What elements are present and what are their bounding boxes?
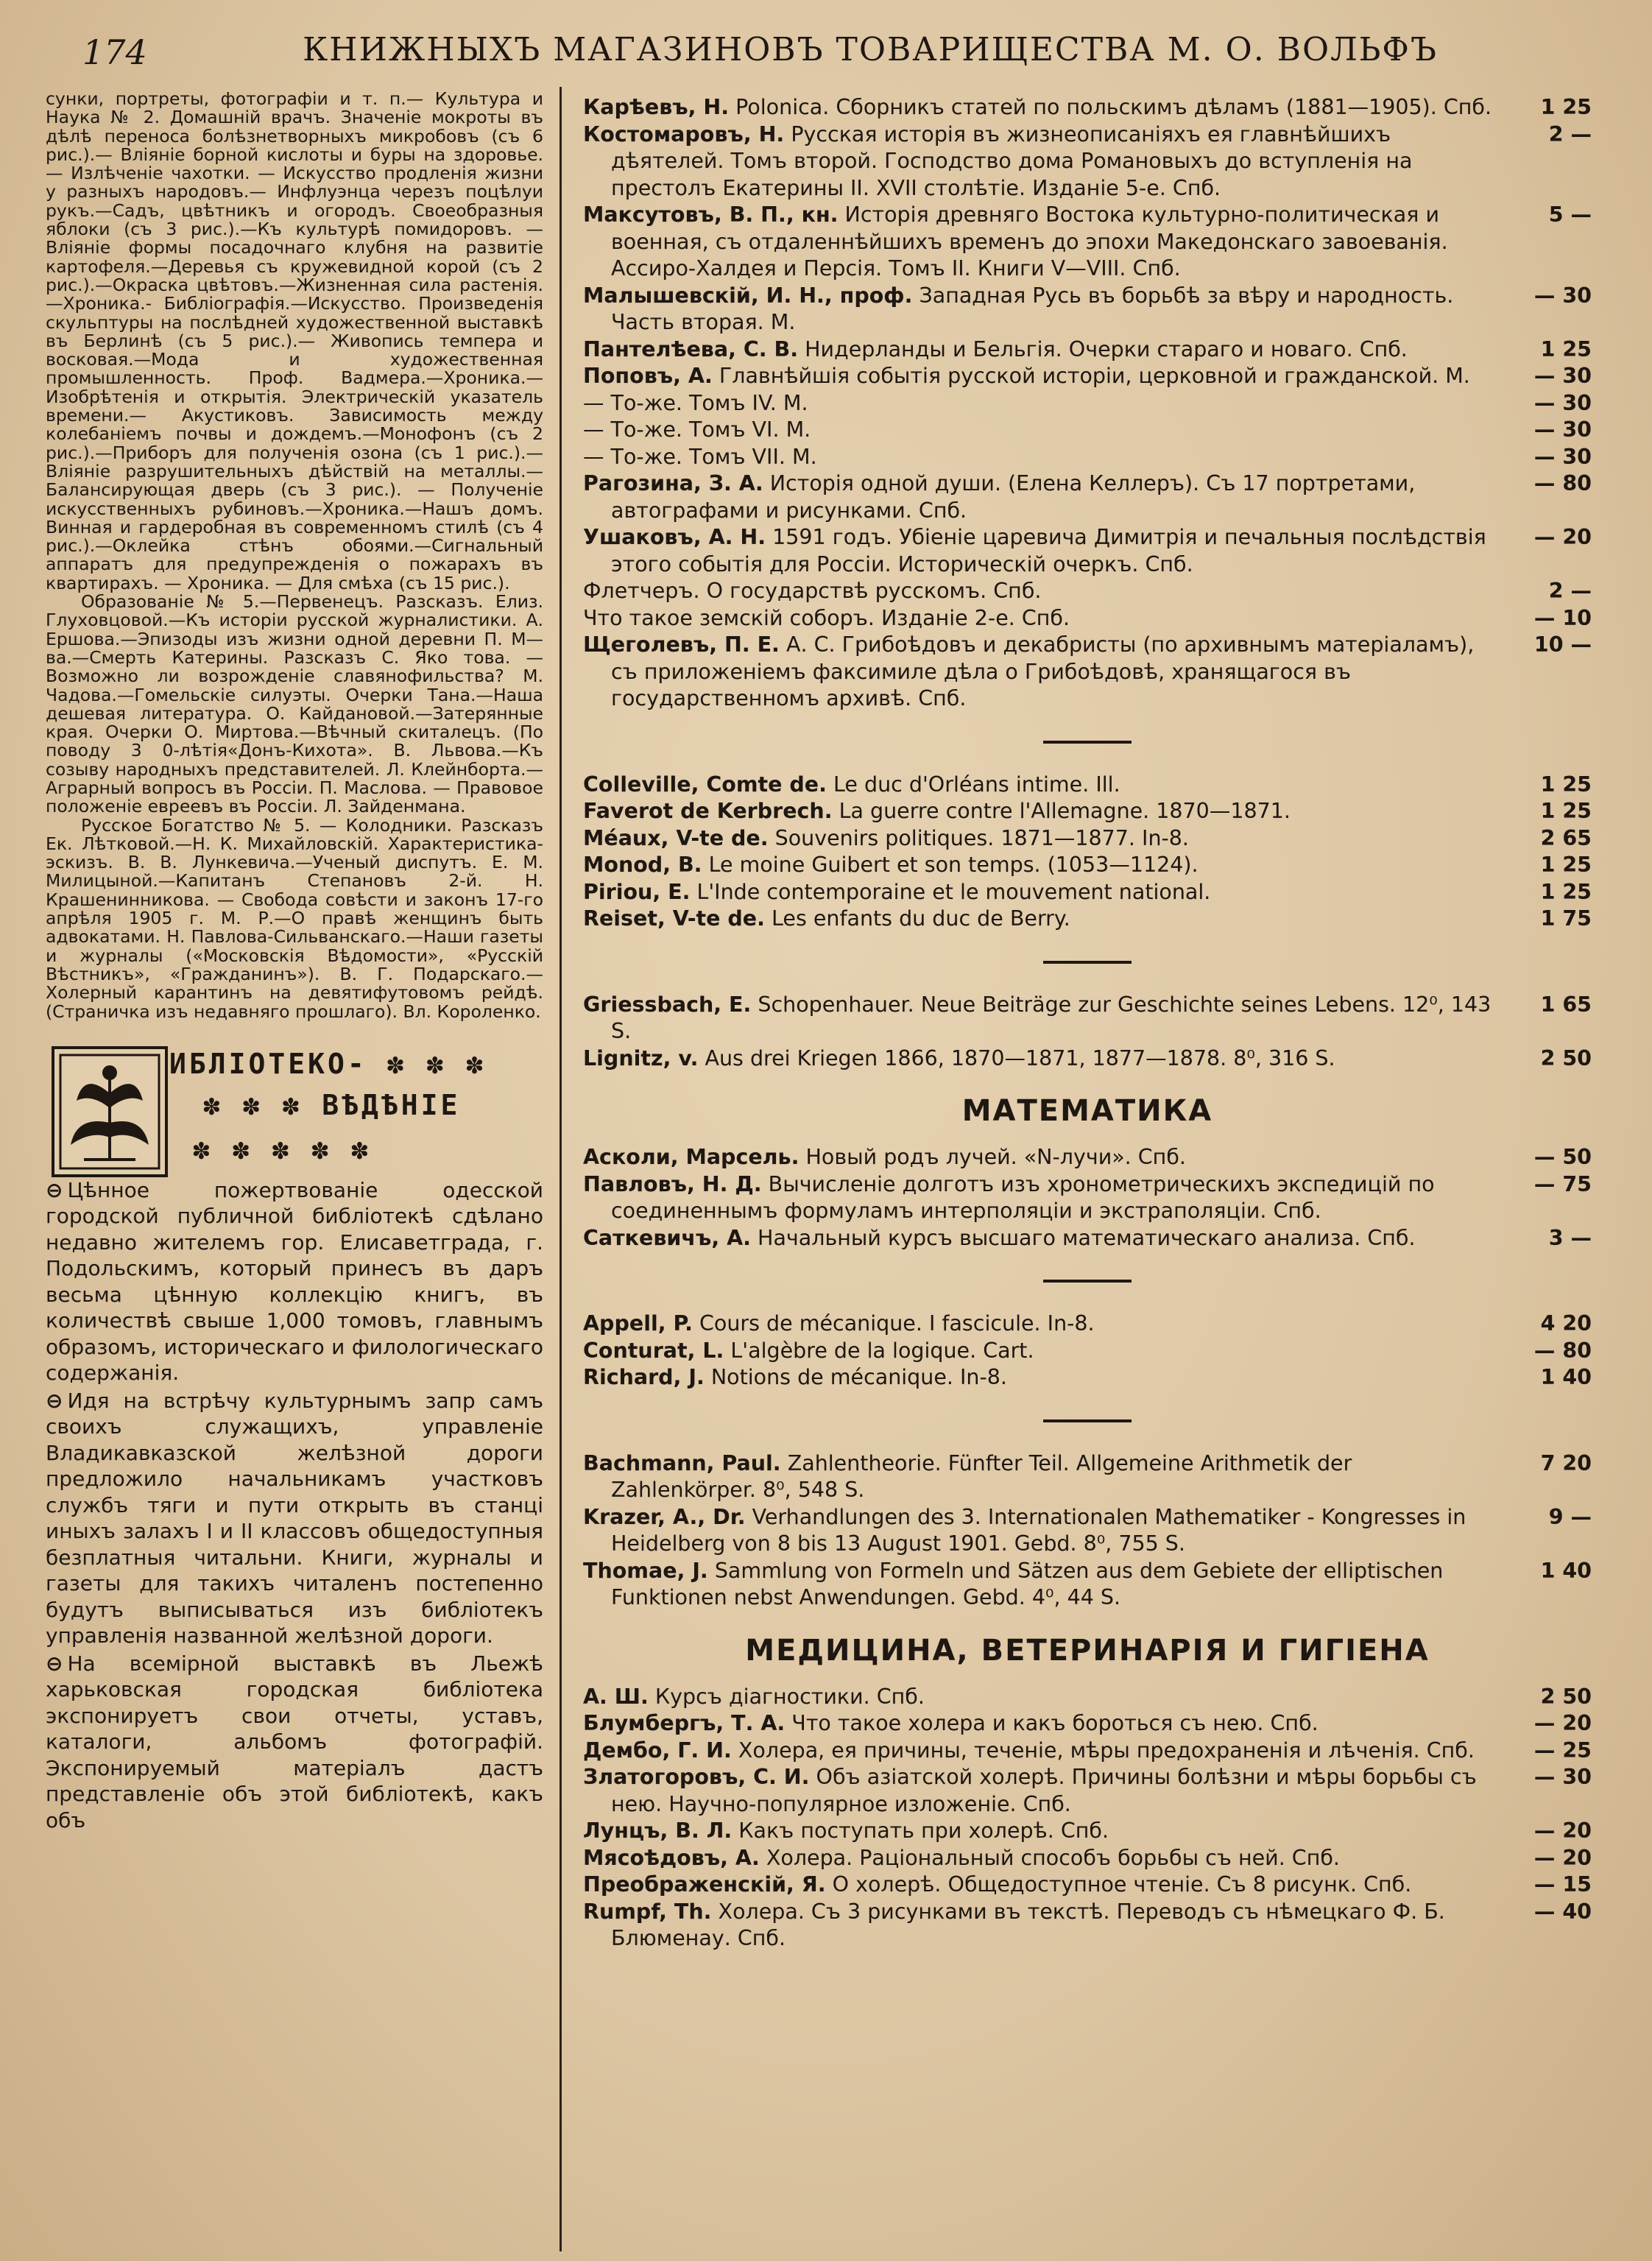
entry-price: — 20 [1533, 1845, 1592, 1870]
entry-author: Reiset, V-te de. [583, 906, 765, 931]
entry-title: Sammlung von Formeln und Sätzen aus dem Gebiete der elliptischen Funktionen nebst Anwendungen. Gebd. 4⁰, 44 S. [611, 1558, 1444, 1609]
catalog-entry-text [583, 879, 1496, 906]
entry-author: Лунцъ, В. Л. [583, 1819, 733, 1843]
catalog-entry-text [583, 94, 1496, 121]
entry-price: 1 40 [1540, 1558, 1592, 1583]
catalog-entry [583, 1899, 1592, 1953]
catalog-entry [583, 1845, 1592, 1872]
library-news-text: Идя на встрѣчу культурнымъ запр самъ своихъ служащихъ, управленіе Владикавказской желѣзной дороги предложило начальникамъ участковъ службъ тяги и пути открыть въ станці иныхъ залахъ I и II классовъ общедоступныя безплатныя читальни. Книги, журналы и газеты для такихъ читаленъ постепенно будутъ выписываться изъ библіотекъ управленія названной желѣзной дороги. [46, 1388, 543, 1648]
section-ornament [46, 1046, 543, 1177]
entry-price: — 30 [1533, 283, 1592, 308]
right-column [583, 94, 1592, 1953]
entry-title: Новый родъ лучей. «N-лучи». Спб. [805, 1145, 1186, 1169]
entry-title: Le duc d'Orléans intime. Ill. [833, 772, 1120, 797]
entry-author: Саткевичъ, А. [583, 1225, 751, 1250]
section-separator [1043, 741, 1132, 744]
entry-author: Conturat, L. [583, 1338, 724, 1363]
entry-author: Krazer, A., Dr. [583, 1504, 746, 1529]
floral-ornament-icon [54, 1049, 165, 1174]
catalog-entry [583, 992, 1592, 1045]
news-paragraph: Образованіе № 5.—Первенецъ. Разсказъ. Елиз. Глуховцовой.—Къ исторіи русской журналистики. А. Ершова.—Эпизоды изъ жизни одной деревни П. М—ва.—Смерть Катерины. Разсказъ С. Яко това. — Возможно ли возрожденіе славянофильства? М. Чадова.—Гомельскіе силуэты. Очерки Тана.—Наша дешевая литература. О. Кайдановой.—Затерянные края. Очерки О. Миртова.—Вѣчный скиталецъ. (По поводу 3 0-лѣтія«Донъ-Кихота». В. Львова.—Къ созыву народныхъ представителей. Л. Клейнборта.—Аграрный вопросъ въ Россіи. П. Маслова. — Правовое положеніе евреевъ въ Россіи. Л. Зайденмана. [46, 591, 543, 817]
catalog-entry [583, 605, 1592, 632]
catalog-entry-text [583, 1818, 1496, 1845]
entry-title: Холера. Съ 3 рисунками въ текстѣ. Переводъ съ нѣмецкаго Ф. Б. Блюменау. Спб. [611, 1899, 1445, 1950]
catalog-entry-text [583, 283, 1496, 336]
catalog-entry [583, 470, 1592, 524]
catalog-entry [583, 578, 1592, 605]
catalog-entry-text [583, 202, 1496, 283]
bullet-icon: ⊖ [46, 1651, 63, 1676]
entry-price: — 20 [1533, 1819, 1592, 1843]
catalog-entry-text [583, 632, 1496, 713]
entry-author: Monod, B. [583, 853, 702, 877]
entry-author: Griessbach, E. [583, 992, 752, 1017]
entry-title: La guerre contre l'Allemagne. 1870—1871. [839, 799, 1291, 823]
entry-title: Начальный курсъ высшаго математическаго анализа. Спб. [758, 1225, 1416, 1250]
entry-author: Карѣевъ, Н. [583, 95, 730, 119]
history-german-list [583, 992, 1592, 1073]
entry-author: Асколи, Марсель. [583, 1145, 799, 1169]
entry-title: Zahlentheorie. Fünfter Teil. Allgemeine Arithmetik der Zahlenkörper. 8⁰, 548 S. [611, 1450, 1352, 1502]
catalog-entry [583, 906, 1592, 933]
catalog-entry-text [583, 825, 1496, 853]
catalog-entry [583, 444, 1592, 471]
catalog-entry [583, 1872, 1592, 1899]
entry-price: 10 — [1533, 632, 1592, 657]
entry-price: — 80 [1533, 471, 1592, 495]
entry-price: — 30 [1533, 364, 1592, 388]
catalog-entry [583, 121, 1592, 202]
catalog-entry-text [583, 390, 1496, 417]
math-russian-list [583, 1144, 1592, 1252]
entry-price: — 40 [1533, 1899, 1592, 1924]
entry-price: — 80 [1533, 1338, 1592, 1363]
entry-title: Объ азіатской холерѣ. Причины болѣзни и мѣры борьбы съ нею. Научно-популярное изложеніе. Спб. [611, 1765, 1477, 1816]
history-russian-list [583, 94, 1592, 713]
entry-title: Курсъ діагностики. Спб. [654, 1684, 925, 1709]
section-title-mathematics: МАТЕМАТИКА [961, 1094, 1213, 1128]
entry-title: Флетчеръ. О государствѣ русскомъ. Спб. [583, 579, 1042, 603]
catalog-entry-text [583, 363, 1496, 390]
catalog-entry [583, 1311, 1592, 1338]
column-divider [560, 87, 562, 2251]
catalog-entry [583, 94, 1592, 121]
entry-title: Нидерланды и Бельгія. Очерки стараго и новаго. Спб. [805, 336, 1408, 361]
entry-title: Какъ поступать при холерѣ. Спб. [738, 1819, 1109, 1843]
entry-price: 1 25 [1540, 853, 1592, 877]
entry-author: Пантелѣева, С. В. [583, 336, 799, 361]
entry-author: Щеголевъ, П. Е. [583, 632, 780, 657]
catalog-entry [583, 798, 1592, 825]
journal-contents [46, 90, 543, 1021]
catalog-entry-text [583, 1504, 1496, 1558]
catalog-entry [583, 363, 1592, 390]
entry-title: Западная Русь въ борьбѣ за вѣру и народность. Часть вторая. М. [611, 283, 1454, 334]
catalog-entry [583, 632, 1592, 713]
entry-price: 2 65 [1540, 825, 1592, 850]
entry-title: Вычисленіе долготъ изъ хронометрическихъ экспедицій по соединеннымъ формуламъ интерполяціи и экстраполяціи. Спб. [611, 1171, 1435, 1223]
entry-title: Холера. Раціональный способъ борьбы съ ней. Спб. [766, 1845, 1340, 1870]
entry-title: — То-же. Томъ IV. М. [583, 390, 808, 415]
catalog-entry [583, 825, 1592, 853]
catalog-entry-text [583, 852, 1496, 879]
catalog-entry [583, 1450, 1592, 1504]
page-header [29, 15, 1623, 72]
catalog-entry [583, 390, 1592, 417]
entry-author: Павловъ, Н. Д. [583, 1171, 762, 1196]
catalog-entry-text [583, 906, 1496, 933]
catalog-entry [583, 879, 1592, 906]
entry-author: Мясоѣдовъ, А. [583, 1845, 760, 1870]
catalog-entry-text [583, 1364, 1496, 1391]
entry-price: 2 — [1548, 121, 1592, 147]
entry-author: Bachmann, Paul. [583, 1450, 781, 1475]
entry-title: О холерѣ. Общедоступное чтеніе. Съ 8 рисунк. Спб. [832, 1872, 1412, 1897]
entry-author: Richard, J. [583, 1365, 705, 1389]
catalog-entry [583, 1710, 1592, 1738]
history-french-list [583, 772, 1592, 933]
page-number: 174 [82, 32, 147, 72]
section-title-medicine: МЕДИЦИНА, ВЕТЕРИНАРІЯ И ГИГІЕНА [745, 1633, 1430, 1668]
entry-price: 2 50 [1540, 1684, 1592, 1709]
entry-author: Thomae, J. [583, 1558, 708, 1583]
catalog-entry [583, 1818, 1592, 1845]
entry-author: А. Ш. [583, 1684, 649, 1709]
catalog-entry-text [583, 1684, 1496, 1711]
catalog-entry-text [583, 1710, 1496, 1738]
entry-author: Piriou, E. [583, 879, 691, 904]
catalog-entry [583, 1171, 1592, 1225]
library-news-text: На всемірной выставкѣ въ Льежѣ харьковская городская библіотека экспонируетъ свои отчеты, уставъ, каталоги, альбомъ фотографій. Экспонируемый матеріалъ дастъ представленіе объ этой библіотекѣ, какъ объ [46, 1651, 543, 1833]
entry-price: — 10 [1533, 605, 1592, 630]
catalog-entry-text [583, 772, 1496, 799]
entry-title: Исторія древняго Востока культурно-политическая и военная, съ отдаленнѣйшихъ временъ до эпохи Македонскаго завоеванія. Ассиро-Халдея и Персія. Томъ II. Книги V—VIII. Спб. [611, 202, 1448, 281]
entry-title: Главнѣйшія событія русской исторіи, церковной и гражданской. М. [719, 364, 1470, 388]
catalog-entry-text [583, 336, 1496, 364]
section-separator [1043, 961, 1132, 964]
entry-author: Блумбергъ, Т. А. [583, 1711, 786, 1735]
catalog-entry-text [583, 1764, 1496, 1818]
catalog-entry-text [583, 470, 1496, 524]
entry-price: — 20 [1533, 1711, 1592, 1735]
entry-price: — 30 [1533, 1765, 1592, 1789]
catalog-entry [583, 1364, 1592, 1391]
entry-author: Златогоровъ, С. И. [583, 1765, 810, 1789]
entry-author: Faverot de Kerbrech. [583, 799, 833, 823]
entry-price: — 25 [1533, 1738, 1592, 1763]
entry-author: Méaux, V-te de. [583, 825, 769, 850]
entry-price: 7 20 [1540, 1450, 1592, 1475]
entry-price: 1 25 [1540, 95, 1592, 119]
ornament-heading-line-1: ИБЛІОТЕКО- ✽ ✽ ✽ [169, 1047, 487, 1080]
catalog-entry [583, 336, 1592, 364]
entry-price: — 30 [1533, 444, 1592, 469]
bullet-icon: ⊖ [46, 1177, 63, 1202]
catalog-entry-text [583, 524, 1496, 578]
entry-author: Rumpf, Th. [583, 1899, 712, 1924]
library-news-item [46, 1651, 543, 1834]
catalog-entry-text [583, 1338, 1496, 1365]
library-news-text: Цѣнное пожертвованіе одесской городской публичной библіотекѣ сдѣлано недавно жителемъ гор. Елисаветграда, г. Подольскимъ, который принесъ въ даръ весьма цѣнную коллекцію книгъ, въ количествѣ свыше 1,000 томовъ, главнымъ образомъ, историческаго и филологическаго содержанія. [46, 1177, 543, 1386]
entry-title: Polonica. Сборникъ статей по польскимъ дѣламъ (1881—1905). Спб. [735, 95, 1492, 119]
catalog-entry [583, 1504, 1592, 1558]
ornament-heading-line-3: ✽ ✽ ✽ ✽ ✽ [193, 1132, 371, 1165]
ornament-heading-line-2: ✽ ✽ ✽ ВѢДѢНІЕ [203, 1088, 461, 1121]
left-column [46, 90, 543, 1833]
entry-title: Aus drei Kriegen 1866, 1870—1871, 1877—1878. 8⁰, 316 S. [705, 1045, 1335, 1070]
catalog-entry [583, 1045, 1592, 1073]
medicine-russian-list [583, 1684, 1592, 1953]
catalog-entry-text [583, 444, 1496, 471]
catalog-entry-text [583, 578, 1496, 605]
catalog-entry-text [583, 1225, 1496, 1252]
catalog-entry [583, 1225, 1592, 1252]
library-news-item [46, 1388, 543, 1649]
section-separator [1043, 1280, 1132, 1283]
catalog-entry [583, 1738, 1592, 1765]
catalog-entry-text [583, 1738, 1496, 1765]
entry-price: 9 — [1548, 1504, 1592, 1529]
catalog-entry-text [583, 1311, 1496, 1338]
catalog-entry-text [583, 121, 1496, 202]
running-title: КНИЖНЫХЪ МАГАЗИНОВЪ ТОВАРИЩЕСТВА М. О. ВОЛЬФЪ [303, 31, 1438, 68]
entry-title: Что такое земскій соборъ. Изданіе 2-е. Спб. [583, 605, 1070, 630]
entry-title: Notions de mécanique. In-8. [710, 1365, 1007, 1389]
catalog-entry-text [583, 798, 1496, 825]
entry-price: 1 25 [1540, 336, 1592, 361]
catalog-entry [583, 524, 1592, 578]
math-french-list [583, 1311, 1592, 1391]
entry-price: — 50 [1533, 1145, 1592, 1169]
catalog-entry [583, 852, 1592, 879]
entry-price: 1 25 [1540, 799, 1592, 823]
catalog-entry-text [583, 417, 1496, 444]
catalog-entry-text [583, 1558, 1496, 1612]
entry-author: Поповъ, А. [583, 364, 713, 388]
entry-author: Дембо, Г. И. [583, 1738, 732, 1763]
entry-price: — 15 [1533, 1872, 1592, 1897]
entry-title: Русская исторія въ жизнеописаніяхъ ея главнѣйшихъ дѣятелей. Томъ второй. Господство дома Романовыхъ до вступленія на престолъ Екатерины II. XVII столѣтіе. Изданіе 5-е. Спб. [611, 121, 1413, 200]
entry-author: Максутовъ, В. П., кн. [583, 202, 839, 227]
entry-author: Рагозина, З. А. [583, 471, 763, 495]
math-german-list [583, 1450, 1592, 1612]
entry-price: — 30 [1533, 390, 1592, 415]
entry-price: 3 — [1548, 1225, 1592, 1250]
entry-author: Colleville, Comte de. [583, 772, 827, 797]
catalog-entry-text [583, 1171, 1496, 1225]
entry-price: 1 65 [1540, 992, 1592, 1017]
section-separator [1043, 1419, 1132, 1422]
catalog-entry [583, 417, 1592, 444]
entry-title: L'algèbre de la logique. Cart. [730, 1338, 1034, 1363]
entry-title: Verhandlungen des 3. Internationalen Mathematiker - Kongresses in Heidelberg von 8 bis 13 August 1901. Gebd. 8⁰, 755 S. [611, 1504, 1466, 1556]
entry-author: Lignitz, v. [583, 1045, 699, 1070]
entry-price: 2 50 [1540, 1045, 1592, 1070]
catalog-entry [583, 1144, 1592, 1171]
entry-price: 1 40 [1540, 1365, 1592, 1389]
entry-price: 2 — [1548, 579, 1592, 603]
catalog-entry-text [583, 605, 1496, 632]
catalog-entry-text [583, 992, 1496, 1045]
entry-title: Souvenirs politiques. 1871—1877. In-8. [774, 825, 1189, 850]
entry-author: Малышевскій, И. Н., проф. [583, 283, 913, 308]
news-paragraph: Русское Богатство № 5. — Колодники. Разсказъ Ек. Лѣтковой.—Н. К. Михайловскій. Характеристика-эскизъ. В. В. Лункевича.—Ученый диспутъ. Е. М. Милицыной.—Капитанъ Степановъ 2-й. Н. Крашенинникова. — Свобода совѣсти и законъ 17-го апрѣля 1905 г. М. Р.—О правѣ женщинъ быть адвокатами. Н. Павлова-Сильванскаго.—Наши газеты и журналы («Московскія Вѣдомости», «Русскій Вѣстникъ», «Гражданинъ»). В. Г. Подарскаго.—Холерный карантинъ на девятифутовомъ рейдѣ. (Страничка изъ недавняго прошлаго). Вл. Короленко. [46, 814, 543, 1022]
entry-author: Ушаковъ, А. Н. [583, 525, 766, 549]
library-news-item [46, 1177, 543, 1386]
entry-title: А. С. Грибоѣдовъ и декабристы (по архивнымъ матеріаламъ), съ приложеніемъ факсимиле дѣла о Грибоѣдовѣ, хранящагося въ государственномъ архивѣ. Спб. [611, 632, 1475, 710]
entry-author: Преображенскій, Я. [583, 1872, 826, 1897]
entry-price: — 30 [1533, 417, 1592, 442]
entry-author: Appell, P. [583, 1311, 693, 1336]
entry-price: 4 20 [1540, 1311, 1592, 1336]
news-paragraph: сунки, портреты, фотографіи и т. п.— Культура и Наука № 2. Домашній врачъ. Значеніе мокроты въ дѣлѣ переноса болѣзнетворныхъ микробовъ (съ 6 рис.).— Вліяніе борной кислоты и буры на здоровье. — Излѣченіе чахотки. — Искусство продленія жизни у разныхъ народовъ.— Инфлуэнца черезъ поцѣлуи рукъ.—Садъ, цвѣтникъ и огородъ. Своеобразныя яблоки (съ 3 рис.).—Къ культурѣ помидоровъ. —Вліяніе формы посадочнаго клубня на развитіе картофеля.—Деревья съ кружевидной корой (съ 2 рис.).—Окраска цвѣтовъ.—Жизненная сила растенія.—Хроника.- Библіографія.—Искусство. Произведенія скульптуры на послѣдней художественной выставкѣ въ Берлинѣ (съ 5 рис.).— Живопись темпера и восковая.—Мода и художественная промышленность. Проф. Вадмера.—Хроника.—Изобрѣтенія и открытія. Электрическій указатель времени.— Акустиковъ. Зависимость между колебаніемъ почвы и дождемъ.—Монофонъ (съ 2 рис.).—Приборъ для полученія озона (съ 1 рис.).—Вліяніе разрушительныхъ дѣйствій на металлы.—Балансирующая дверь (съ 3 рис.). — Полученіе искусственныхъ рубиновъ.—Хроника.—Нашъ домъ. Винная и гардеробная въ современномъ стилѣ (съ 4 рис.).—Оклейка стѣнъ обоями.—Сигнальный аппаратъ для предупрежденія о пожарахъ въ квартирахъ. — Хроника. — Для смѣха (съ 15 рис.). [46, 88, 543, 593]
entry-title: Что такое холера и какъ бороться съ нею. Спб. [791, 1711, 1319, 1735]
entry-price: — 75 [1533, 1171, 1592, 1196]
catalog-entry-text [583, 1899, 1496, 1953]
library-news [46, 1177, 543, 1834]
entry-title: — То-же. Томъ VII. М. [583, 444, 817, 469]
entry-price: 1 25 [1540, 772, 1592, 797]
entry-author: Костомаровъ, Н. [583, 121, 785, 147]
entry-title: Холера, ея причины, теченіе, мѣры предохраненія и лѣченія. Спб. [738, 1738, 1475, 1763]
entry-price: — 20 [1533, 525, 1592, 549]
ornament-initial-b [52, 1046, 168, 1177]
entry-price: 1 75 [1540, 906, 1592, 931]
entry-title: Les enfants du duc de Berry. [772, 906, 1070, 931]
catalog-entry-text [583, 1872, 1496, 1899]
bullet-icon: ⊖ [46, 1388, 63, 1413]
catalog-entry-text [583, 1450, 1496, 1504]
catalog-entry [583, 1558, 1592, 1612]
catalog-entry [583, 1684, 1592, 1711]
catalog-entry-text [583, 1144, 1496, 1171]
catalog-entry [583, 1338, 1592, 1365]
entry-price: 5 — [1548, 202, 1592, 227]
entry-title: — То-же. Томъ VI. М. [583, 417, 811, 442]
entry-title: 1591 годъ. Убіеніе царевича Димитрія и печальныя послѣдствія этого событія для Россіи. Историческій очеркъ. Спб. [611, 525, 1486, 576]
entry-title: Cours de mécanique. I fascicule. In-8. [699, 1311, 1095, 1336]
catalog-entry-text [583, 1845, 1496, 1872]
entry-price: 1 25 [1540, 879, 1592, 904]
entry-title: Le moine Guibert et son temps. (1053—1124). [708, 853, 1199, 877]
entry-title: Schopenhauer. Neue Beiträge zur Geschichte seines Lebens. 12⁰, 143 S. [611, 992, 1492, 1043]
catalog-entry [583, 202, 1592, 283]
catalog-entry [583, 772, 1592, 799]
entry-title: L'Inde contemporaine et le mouvement national. [696, 879, 1211, 904]
catalog-entry [583, 283, 1592, 336]
catalog-entry [583, 1764, 1592, 1818]
entry-title: Исторія одной души. (Елена Келлеръ). Съ 17 портретами, автографами и рисунками. Спб. [611, 471, 1416, 523]
catalog-entry-text [583, 1045, 1496, 1073]
